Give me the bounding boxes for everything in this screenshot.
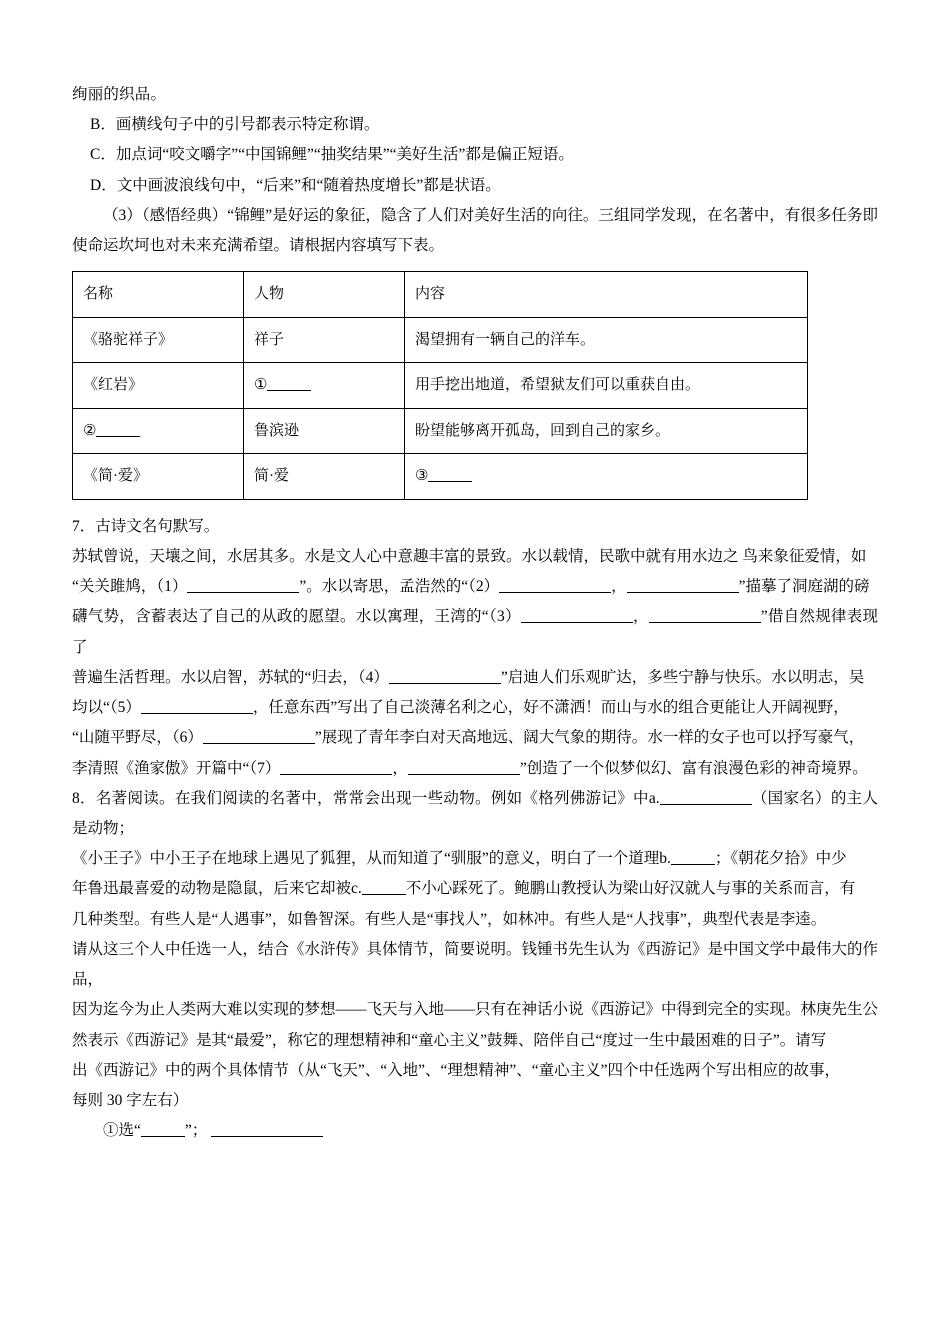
table-row: [73, 317, 808, 363]
q7-text-1: 苏轼曾说，天壤之间，水居其多。水是文人心中意趣丰富的景致。水以载情，民歌中就有用水边之 鸟来象征爱情，如: [72, 548, 867, 566]
q7-text-2b: ”。水以寄思，孟浩然的“（2）: [299, 578, 500, 596]
question-7-body-7: [72, 754, 878, 784]
cell-name-label: ②: [83, 422, 97, 439]
q7-text-3b: ，: [632, 608, 649, 626]
cell-name: 《红岩》: [73, 363, 244, 409]
cell-name: 《骆驼祥子》: [73, 317, 244, 363]
q7-text-3a: 礴气势，含蓄表达了自己的从政的愿望。水以寓理，王湾的“（3）: [72, 608, 521, 626]
q8-text-2b: ；《朝花夕拾》中少: [714, 850, 847, 868]
question-7-body: [72, 542, 878, 572]
answer-blank[interactable]: [671, 849, 715, 866]
question-7-number: 7．: [72, 517, 96, 535]
cell-person-label: ①: [254, 377, 268, 394]
answer-blank[interactable]: [141, 698, 253, 715]
table-header-content: 内容: [405, 272, 808, 318]
answer-blank[interactable]: [428, 466, 472, 482]
question-8-line-7: 然表示《西游记》是其“最爱”，称它的理想精神和“童心主义”鼓舞、陪伴自己“度过一生中最困难的日子”。请写: [72, 1031, 827, 1049]
q7-text-4a: 普遍生活哲理。水以启智，苏轼的“归去，（4）: [72, 668, 389, 686]
question-8-line-5: 请从这三个人中任选一人，结合《水浒传》具体情节，简要说明。钱锺书先生认为《西游记》是中国文学中最伟大的作品，: [72, 940, 879, 989]
cell-person: 简·爱: [244, 454, 405, 500]
q7-text-6a: “山随平野尽，（6）: [72, 729, 203, 747]
cell-content: 渴望拥有一辆自己的洋车。: [405, 317, 808, 363]
cell-name: 《简·爱》: [73, 454, 244, 500]
question-8-label: 名著阅读。: [95, 789, 175, 807]
question-3-stem: （3）（感悟经典）“锦鲤”是好运的象征，隐含了人们对美好生活的向往。三组同学发现，在名著中，有很多任务即使命运坎坷也对未来充满希望。请根据内容填写下表。: [72, 206, 878, 255]
question-7-body-5: [72, 693, 878, 723]
cell-name: [73, 408, 244, 454]
question-7-body-3: [72, 602, 878, 662]
answer-blank[interactable]: [649, 607, 761, 624]
question-8-line-10: [72, 1116, 878, 1146]
answer-blank[interactable]: [96, 421, 140, 437]
question-7-title: [72, 512, 878, 542]
q7-text-6b: ”展现了青年李白对天高地远、阔大气象的期待。水一样的女子也可以抒写豪气，: [314, 729, 865, 747]
q7-text-7b: ，: [392, 759, 408, 777]
answer-blank[interactable]: [203, 728, 315, 745]
question-7-label: 古诗文名句默写。: [95, 517, 220, 535]
cell-content: 盼望能够离开孤岛，回到自己的家乡。: [405, 408, 808, 454]
answer-blank[interactable]: [211, 1121, 323, 1138]
table-header-name: 名称: [73, 272, 244, 318]
q7-text-7a: 李清照《渔家傲》开篇中“（7）: [72, 759, 281, 777]
table-header-row: [73, 272, 808, 318]
question-7-body-4: [72, 663, 878, 693]
cell-person: [244, 363, 405, 409]
answer-blank[interactable]: [187, 577, 299, 594]
q7-text-4b: ”启迪人们乐观旷达，多些宁静与快乐。水以明志，吴: [500, 668, 865, 686]
q8-text-10a: ①选“: [103, 1122, 141, 1140]
q7-text-5b: ，任意东西”写出了自己淡薄名利之心，好不潇洒！而山与水的组合更能让人开阔视野，: [252, 699, 849, 717]
answer-blank[interactable]: [521, 607, 633, 624]
option-d: D．文中画波浪线句中，“后来”和“随着热度增长”都是状语。: [90, 176, 501, 194]
answer-blank[interactable]: [362, 879, 406, 896]
top-fragment: 绚丽的织品。: [72, 86, 167, 103]
question-7-body-2: [72, 572, 878, 602]
table-row: [73, 408, 808, 454]
answer-blank[interactable]: [280, 758, 392, 775]
answer-blank[interactable]: [267, 375, 311, 391]
q8-text-2: 《小王子》中小王子在地球上遇见了狐狸，从而知道了“驯服”的意义，明白了一个道理b.: [72, 850, 671, 868]
question-8-line-6: 因为迄今为止人类两大难以实现的梦想——飞天与入地——只有在神话小说《西游记》中得到完全的实现。林庚先生公: [72, 1001, 879, 1019]
question-8-line-4: 几种类型。有些人是“人遇事”，如鲁智深。有些人是“事找人”，如林冲。有些人是“人找事”，典型代表是李逵。: [72, 910, 827, 928]
q7-text-2a: “关关雎鸠，（1）: [72, 578, 188, 596]
question-8-line-8: 出《西游记》中的两个具体情节（从“飞天”、“入地”、“理想精神”、“童心主义”四个中任选两个写出相应的故事，: [72, 1061, 841, 1079]
option-c: C．加点词“咬文嚼字”“中国锦鲤”“抽奖结果”“美好生活”都是偏正短语。: [90, 146, 574, 164]
answer-blank[interactable]: [141, 1121, 185, 1138]
answer-blank[interactable]: [627, 577, 739, 594]
answer-blank[interactable]: [408, 758, 520, 775]
table-header-person: 人物: [244, 272, 405, 318]
cell-content: 用手挖出地道，希望狱友们可以重获自由。: [405, 363, 808, 409]
q7-text-3c: ”借自然规律表现了: [72, 608, 878, 656]
answer-blank[interactable]: [389, 667, 501, 684]
novel-table: [72, 271, 808, 500]
q7-text-2c: ，: [611, 578, 627, 596]
q7-text-5a: 均以“（5）: [72, 699, 141, 717]
option-b: B．画横线句子中的引号都表示特定称谓。: [90, 116, 380, 134]
answer-blank[interactable]: [660, 788, 752, 805]
question-7-body-6: [72, 723, 878, 753]
question-8-line-9: 每则 30 字左右）: [72, 1091, 189, 1109]
q7-text-7c: ”创造了一个似梦似幻、富有浪漫色彩的神奇境界。: [519, 759, 868, 777]
q8-text-3b: 不小心踩死了。鲍鹏山教授认为梁山好汉就人与事的关系而言，有: [405, 880, 856, 898]
cell-content: [405, 454, 808, 500]
table-row: [73, 363, 808, 409]
question-8-line-1: [72, 784, 878, 844]
cell-person: 祥子: [244, 317, 405, 363]
question-8-number: 8．: [72, 789, 96, 807]
question-8-line-2: [72, 844, 878, 874]
q8-text-1: 在我们阅读的名著中，常常会出现一些动物。例如《格列佛游记》中a.: [174, 789, 660, 807]
q8-text-3: 年鲁迅最喜爱的动物是隐鼠，后来它却被c.: [72, 880, 362, 898]
table-row: [73, 454, 808, 500]
q8-text-10b: ”；: [184, 1122, 208, 1140]
answer-blank[interactable]: [499, 577, 611, 594]
q8-text-1b: （国家名）的主人是动物；: [72, 789, 878, 837]
cell-person: 鲁滨逊: [244, 408, 405, 454]
q7-text-2d: ”描摹了洞庭湖的磅: [738, 578, 870, 596]
question-8-line-3: [72, 874, 878, 904]
cell-content-label: ③: [415, 468, 429, 485]
